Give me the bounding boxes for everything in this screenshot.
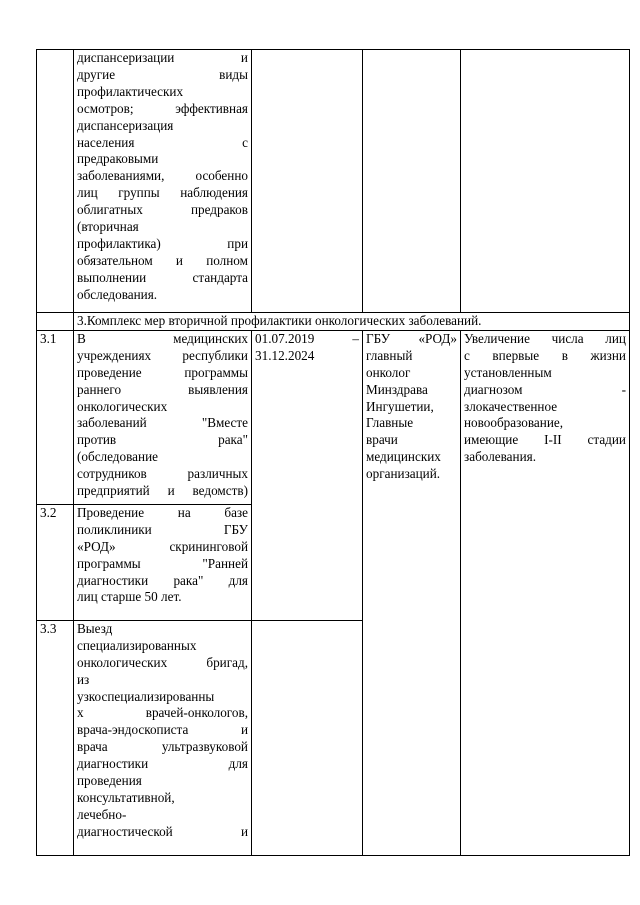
- description-line: х врачей-онкологов,: [77, 705, 248, 721]
- description-line: диагностики для: [77, 756, 248, 772]
- row-number-cell: 3.3: [37, 620, 74, 855]
- result-line: злокачественное: [464, 398, 558, 414]
- description-line: облигатных предраков: [77, 202, 248, 218]
- section-title: 3.Комплекс мер вторичной профилактики онкологических заболеваний.: [74, 313, 630, 331]
- result-line: заболевания.: [464, 449, 537, 465]
- result-cell: [461, 330, 630, 855]
- description-line: диагностики рака" для: [77, 572, 248, 588]
- measures-table: [36, 49, 630, 856]
- description-line: лечебно-: [77, 806, 127, 822]
- description-line: В медицинских: [77, 330, 248, 346]
- description-line: профилактических: [77, 83, 184, 99]
- description-line: лиц группы наблюдения: [77, 185, 248, 201]
- description-line: предраковыми: [77, 151, 159, 167]
- description-line: онкологических бригад,: [77, 654, 248, 670]
- executor-line: Ингушетии,: [366, 398, 434, 414]
- row-number-cell: 3.1: [37, 330, 74, 504]
- description-cell: [74, 330, 252, 504]
- description-line: программы "Ранней: [77, 555, 248, 571]
- description-line: проведение программы: [77, 364, 248, 380]
- executor-line: медицинских: [366, 449, 441, 465]
- description-line: против рака": [77, 432, 248, 448]
- description-line: сотрудников различных: [77, 466, 248, 482]
- result-line: диагнозом -: [464, 381, 626, 397]
- description-line: профилактика) при: [77, 235, 248, 251]
- period-cell: [252, 620, 363, 855]
- description-line: населения с: [77, 134, 248, 150]
- section-row: [37, 313, 630, 331]
- result-line: новообразование,: [464, 415, 564, 431]
- period-end: 31.12.2024: [255, 347, 315, 363]
- description-line: специализированных: [77, 637, 197, 653]
- result-line: имеющие I-II стадии: [464, 432, 626, 448]
- row-number-cell: 3.2: [37, 504, 74, 620]
- description-cell: [74, 620, 252, 855]
- description-cell: [74, 50, 252, 313]
- description-line: обследования.: [77, 286, 158, 302]
- result-cell: [461, 50, 630, 313]
- description-line: поликлиники ГБУ: [77, 521, 248, 537]
- description-line: лиц старше 50 лет.: [77, 589, 182, 605]
- description-line: диагностической и: [77, 823, 248, 839]
- description-line: другие виды: [77, 66, 248, 82]
- description-line: осмотров; эффективная: [77, 100, 248, 116]
- executor-cell: [363, 330, 461, 855]
- description-line: заболеваниями, особенно: [77, 168, 248, 184]
- description-line: выполнении стандарта: [77, 269, 248, 285]
- executor-cell: [363, 50, 461, 313]
- description-line: проведения: [77, 773, 142, 789]
- description-line: обязательном и полном: [77, 252, 248, 268]
- description-line: учреждениях республики: [77, 347, 248, 363]
- description-line: врача-эндоскописта и: [77, 722, 248, 738]
- description-line: врача ультразвуковой: [77, 739, 248, 755]
- description-line: онкологических: [77, 398, 168, 414]
- description-line: предприятий и ведомств): [77, 483, 248, 499]
- description-line: «РОД» скрининговой: [77, 538, 248, 554]
- description-line: консультативной,: [77, 789, 175, 805]
- executor-line: Минздрава: [366, 381, 428, 397]
- description-line: узкоспециализированны: [77, 688, 215, 704]
- row-number-cell: [37, 313, 74, 331]
- description-line: диспансеризации и: [77, 50, 248, 65]
- period-cell: [252, 50, 363, 313]
- description-line: (обследование: [77, 449, 158, 465]
- description-line: (вторичная: [77, 219, 139, 235]
- description-line: раннего выявления: [77, 381, 248, 397]
- executor-line: онколог: [366, 364, 411, 380]
- table-row: [37, 330, 630, 504]
- period-cell: [252, 330, 363, 620]
- description-line: Проведение на базе: [77, 504, 248, 520]
- result-line: Увеличение числа лиц: [464, 330, 626, 346]
- row-number-cell: [37, 50, 74, 313]
- executor-line: Главные: [366, 415, 414, 431]
- executor-line: главный: [366, 347, 413, 363]
- result-line: с впервые в жизни: [464, 347, 626, 363]
- description-cell: [74, 504, 252, 620]
- description-line: из: [77, 671, 90, 687]
- table-row: [37, 50, 630, 313]
- description-line: диспансеризация: [77, 117, 174, 133]
- description-line: заболеваний "Вместе: [77, 415, 248, 431]
- period-start: 01.07.2019 –: [255, 330, 359, 346]
- result-line: установленным: [464, 364, 552, 380]
- executor-line: ГБУ «РОД»: [366, 330, 457, 346]
- description-line: Выезд: [77, 620, 113, 636]
- executor-line: врачи: [366, 432, 398, 448]
- executor-line: организаций.: [366, 466, 441, 482]
